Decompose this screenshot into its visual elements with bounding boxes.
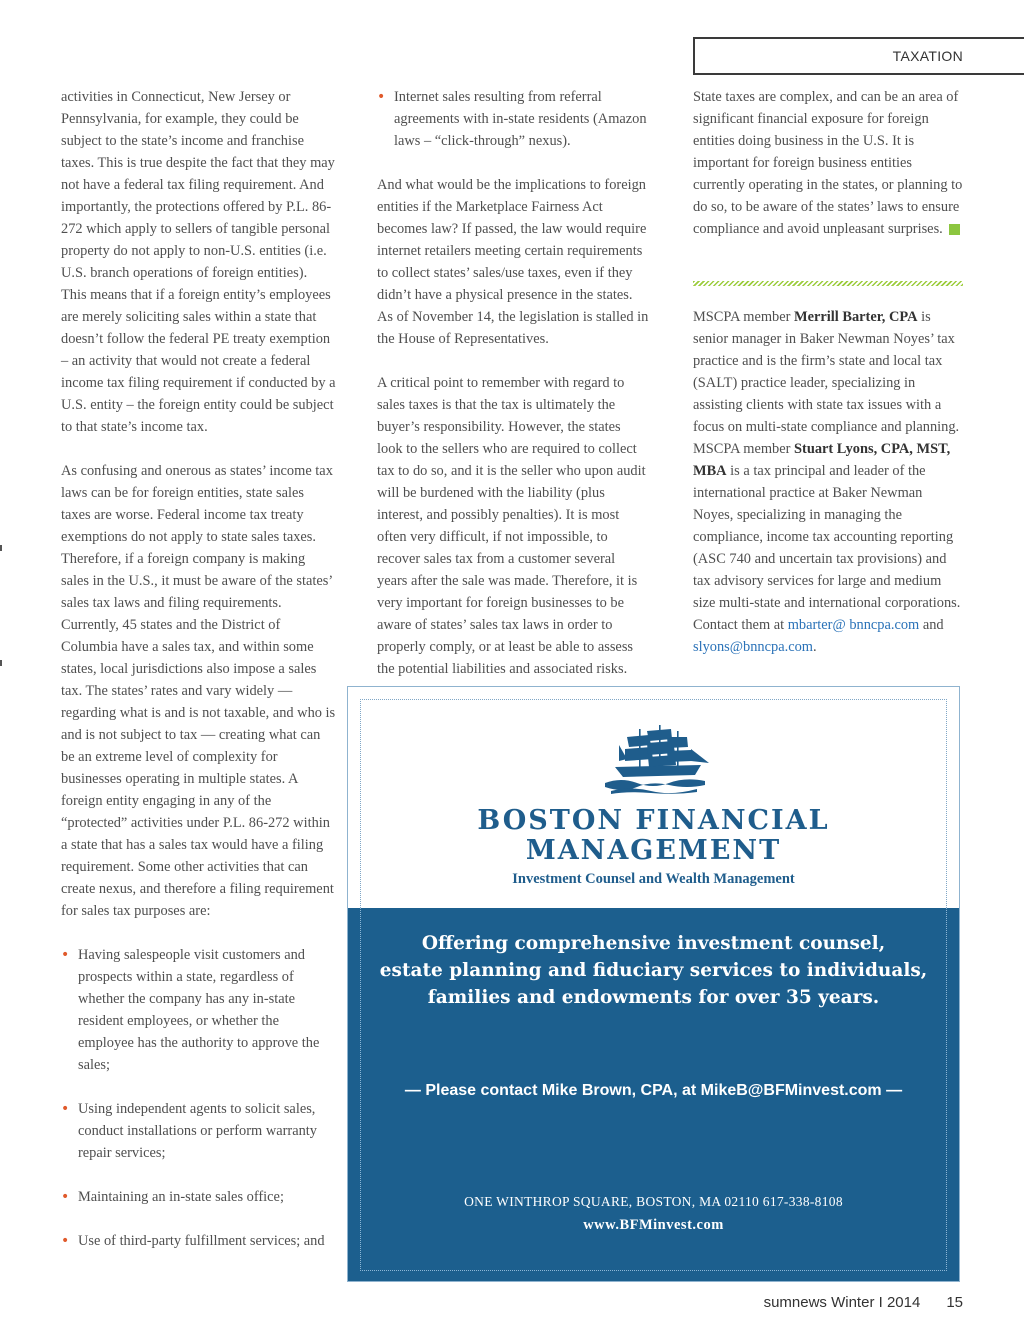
ship-logo-icon <box>601 723 711 795</box>
ad-website-link[interactable]: www.BFMinvest.com <box>583 1217 724 1233</box>
ad-logo-area <box>348 687 959 908</box>
list-item <box>61 944 336 1076</box>
conclusion-paragraph <box>693 86 965 240</box>
edge-mark <box>0 660 2 666</box>
list-item-text: Use of third-party fulfillment services; and <box>78 1233 325 1249</box>
publication-name: sumnews Winter I 2014 <box>763 1294 921 1311</box>
email-link[interactable]: mbarter@ bnncpa.com <box>787 617 920 633</box>
list-item-text: Internet sales resulting from referral agreements with in-state residents (Amazon laws – “click-through” nexus). <box>394 89 647 149</box>
offer-line: estate planning and fiduciary services to individuals, <box>379 960 928 981</box>
list-item <box>61 1230 336 1252</box>
list-item-text: Maintaining an in-state sales office; <box>78 1189 284 1205</box>
paragraph: activities in Connecticut, New Jersey or Pennsylvania, for example, they could be subject to the state’s income and franchise taxes. This is true despite the fact that they may not have a federal tax filing requirement. And importantly, the protections offered by P.L. 86-272 which apply to sellers of tangible personal property do not apply to non-U.S. entities (i.e. U.S. branch operations of foreign entities). This means that if a foreign entity’s employees are merely soliciting sales within a state that doesn’t follow the federal PE treaty exemption – an activity that would not create a federal income tax filing requirement if conducted by a U.S. entity – the foreign entity could be subject to that state’s income tax. <box>61 89 336 435</box>
list-item <box>61 1186 336 1208</box>
ad-offer-text <box>348 930 959 1011</box>
paragraph-text: State taxes are complex, and can be an area of significant financial exposure for foreign entities doing business in the U.S. It is important for foreign business entities currently operating in the states, or planning to do so, to be aware of the states’ laws to ensure compliance and avoid unpleasant surprises. <box>693 89 963 237</box>
brand-name-line1: BOSTON FINANCIAL <box>477 805 830 836</box>
nexus-activity-list <box>61 944 336 1252</box>
list-item <box>377 86 649 152</box>
bullet-icon: • <box>61 1101 70 1117</box>
offer-line: Offering comprehensive investment counsel, <box>421 933 886 954</box>
list-item-text: Having salespeople visit customers and prospects within a state, regardless of whether the company has any in-state resident employees, or whether the employee has the authority to approve the sales; <box>78 947 320 1073</box>
nexus-activity-list-continued <box>377 86 649 152</box>
list-item <box>61 1098 336 1164</box>
ad-info-panel <box>348 908 959 1281</box>
bio-text: and <box>919 617 944 633</box>
bullet-icon: • <box>61 947 70 963</box>
bio-text: . <box>812 639 817 655</box>
paragraph: A critical point to remember with regard to sales taxes is that the tax is ultimately the buyer’s responsibility. However, the states look to the sellers who are required to collect tax to do so, and it is the seller who upon audit will be burdened with the liability (plus interest, and possibly penalties). It is most often very difficult, if not impossible, to recover sales tax from a customer several years after the sale was made. Therefore, it is very important for foreign businesses to be aware of states’ sales tax laws in order to properly comply, or at least be able to assess the potential liabilities and associated risks. <box>377 375 646 677</box>
ad-contact-line[interactable]: — Please contact Mike Brown, CPA, at MikeB@BFMinvest.com — <box>404 1082 903 1099</box>
end-mark-icon <box>949 224 960 235</box>
section-divider <box>693 281 963 286</box>
ad-address: ONE WINTHROP SQUARE, BOSTON, MA 02110 617-338-8108 <box>464 1194 843 1209</box>
author-name: Merrill Barter, CPA <box>794 309 918 325</box>
bullet-icon: • <box>61 1189 70 1205</box>
advertisement[interactable] <box>347 686 960 1282</box>
offer-line: families and endowments for over 35 years. <box>427 987 880 1008</box>
bio-text: is senior manager in Baker Newman Noyes’ tax practice and is the firm’s state and local tax (SALT) practice leader, specializing in assisting clients with state tax issues with a focus on multi-state compliance and planning. MSCPA member <box>693 309 960 457</box>
bio-text: is a tax principal and leader of the international practice at Baker Newman Noyes, specializing in managing the compliance, income tax accounting reporting (ASC 740 and uncertain tax provisions) and tax advisory services for large and medium size multi-state and international corporations. Contact them at <box>693 463 961 633</box>
section-title: TAXATION <box>892 48 963 64</box>
article-column-1 <box>61 86 336 1274</box>
bullet-icon: • <box>61 1233 70 1249</box>
email-link[interactable]: slyons@bnncpa.com <box>693 639 813 655</box>
bullet-icon: • <box>377 89 386 105</box>
article-column-3 <box>693 86 965 240</box>
edge-mark <box>0 545 2 551</box>
brand-name-line2: MANAGEMENT <box>525 835 782 866</box>
section-header-tab <box>693 37 1024 75</box>
author-name: Stuart Lyons, CPA, MST, MBA <box>693 441 951 479</box>
page-footer <box>764 1294 963 1311</box>
article-column-2 <box>377 86 649 702</box>
bio-paragraph <box>693 306 965 658</box>
list-item-text: Using independent agents to solicit sales, conduct installations or perform warranty repair services; <box>78 1101 317 1161</box>
bio-text: MSCPA member <box>693 309 795 325</box>
page-number: 15 <box>946 1294 963 1311</box>
paragraph: As confusing and onerous as states’ income tax laws can be for foreign entities, state sales taxes are worse. Federal income tax treaty exemptions do not apply to state sales taxes. Therefore, if a foreign company is making sales in the U.S., it must be aware of the states’ sales tax laws and filing requirements. Currently, 45 states and the District of Columbia have a sales tax, and within some states, local jurisdictions also impose a sales tax. The states’ rates and vary widely — regarding what is and is not taxable, and who is and is not subject to tax — creating what can be an extreme level of complexity for businesses operating in multiple states. A foreign entity engaging in any of the “protected” activities under P.L. 86-272 within a state that has a sales tax would have a filing requirement. Some other activities that can create nexus, and therefore a filing requirement for sales tax purposes are: <box>61 463 336 919</box>
paragraph: And what would be the implications to foreign entities if the Marketplace Fairness Act becomes law? If passed, the law would require internet retailers meeting certain requirements to collect states’ sales/use taxes, even if they didn’t have a physical presence in the states. As of November 14, the legislation is stalled in the House of Representatives. <box>377 177 649 347</box>
author-bio <box>693 306 965 680</box>
brand-tagline: Investment Counsel and Wealth Management <box>512 871 795 887</box>
